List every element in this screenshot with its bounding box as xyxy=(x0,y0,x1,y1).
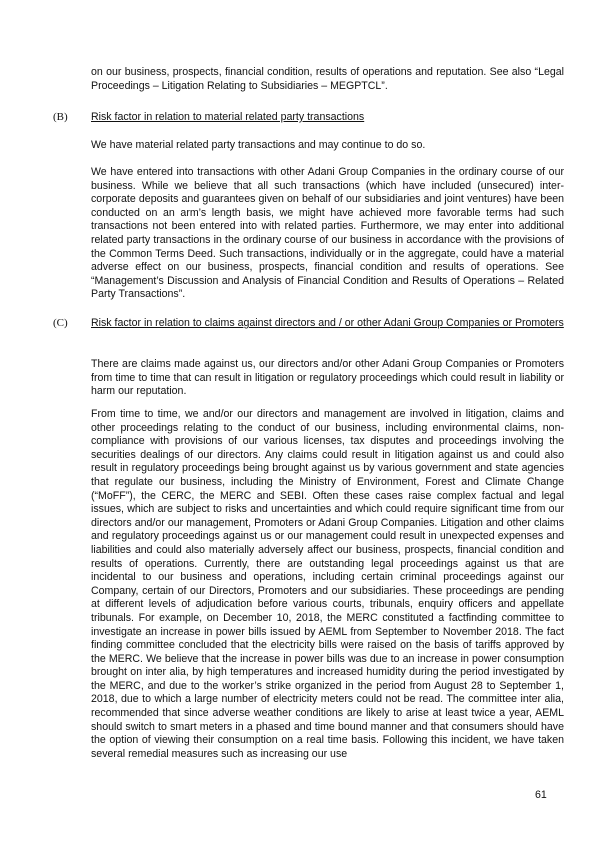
section-b-paragraph-2: We have entered into transactions with other Adani Group Companies in the ordinary course of our business. While we believe that all such transactions (which have included (unsecured) inter-corporate deposits and guarantees given on behalf of our subsidiaries and joint ventures) have been conducted on an arm’s length basis, we might have achieved more favorable terms had such transactions not been entered into with related parties. Furthermore, we may enter into additional related party transactions in the ordinary course of our business in accordance with the provisions of the Common Terms Deed. Such transactions, individually or in the aggregate, could have a material adverse effect on our business, prospects, financial condition and results of operations. See “Management’s Discussion and Analysis of Financial Condition and Results of Operations – Related Party Transactions”. xyxy=(91,166,564,301)
section-label-c: (C) xyxy=(53,317,68,329)
intro-paragraph: on our business, prospects, financial condition, results of operations and reputation. See also “Legal Proceedings – Litigation Relating to Subsidiaries – MEGPTCL”. xyxy=(91,66,564,92)
section-c-paragraph-1: There are claims made against us, our directors and/or other Adani Group Companies or Promoters from time to time that can result in litigation or regulatory proceedings which could result in liability or harm our reputation. xyxy=(91,358,564,398)
section-b-paragraph-1: We have material related party transactions and may continue to do so. xyxy=(91,139,426,151)
section-c-paragraph-2: From time to time, we and/or our directors and management are involved in litigation, claims and other proceedings relating to the conduct of our business, including environmental claims, non-compliance with provisions of our various licenses, tax disputes and proceedings involving the securities dealings of our directors. Any claims could result in litigation against us and could also result in regulatory proceedings being brought against us by various government and state agencies that regulate our business, including the Ministry of Environment, Forest and Climate Change (“MoFF”), the CERC, the MERC and SEBI. Often these cases raise complex factual and legal issues, which are subject to risks and uncertainties and which could require significant time from our directors and/or our management, Promoters or Adani Group Companies. Litigation and other claims and regulatory proceedings against us or our management could result in unexpected expenses and liabilities and could also materially adversely affect our business, prospects, financial condition and results of operations. Currently, there are outstanding legal proceedings against us that are incidental to our business and operations, including certain criminal proceedings against our Company, certain of our Directors, Promoters and our subsidiaries. These proceedings are pending at different levels of adjudication before various courts, tribunals, enquiry officers and appellate tribunals. For example, on December 10, 2018, the MERC constituted a factfinding committee to investigate an increase in power bills issued by AEML from September to November 2018. The fact finding committee concluded that the electricity bills were raised on the basis of tariffs approved by the MERC. We believe that the increase in power bills was due to an increase in power consumption brought on inter alia, by high temperatures and increased humidity during the period investigated by the MERC, and due to the worker’s strike organized in the period from August 28 to September 1, 2018, due to which a large number of electricity meters could not be read. The committee inter alia, recommended that since adverse weather conditions are likely to arise at least twice a year, AEML should switch to smart meters in a phased and time bound manner and that consumers should have the option of viewing their consumption on a real time basis. Following this incident, we have taken several remedial measures such as increasing our use xyxy=(91,408,564,760)
section-heading-b: Risk factor in relation to material related party transactions xyxy=(91,111,365,123)
page-number: 61 xyxy=(535,789,547,801)
section-heading-c: Risk factor in relation to claims against directors and / or other Adani Group Companies or Promoters xyxy=(91,317,564,329)
section-label-b: (B) xyxy=(53,111,68,123)
